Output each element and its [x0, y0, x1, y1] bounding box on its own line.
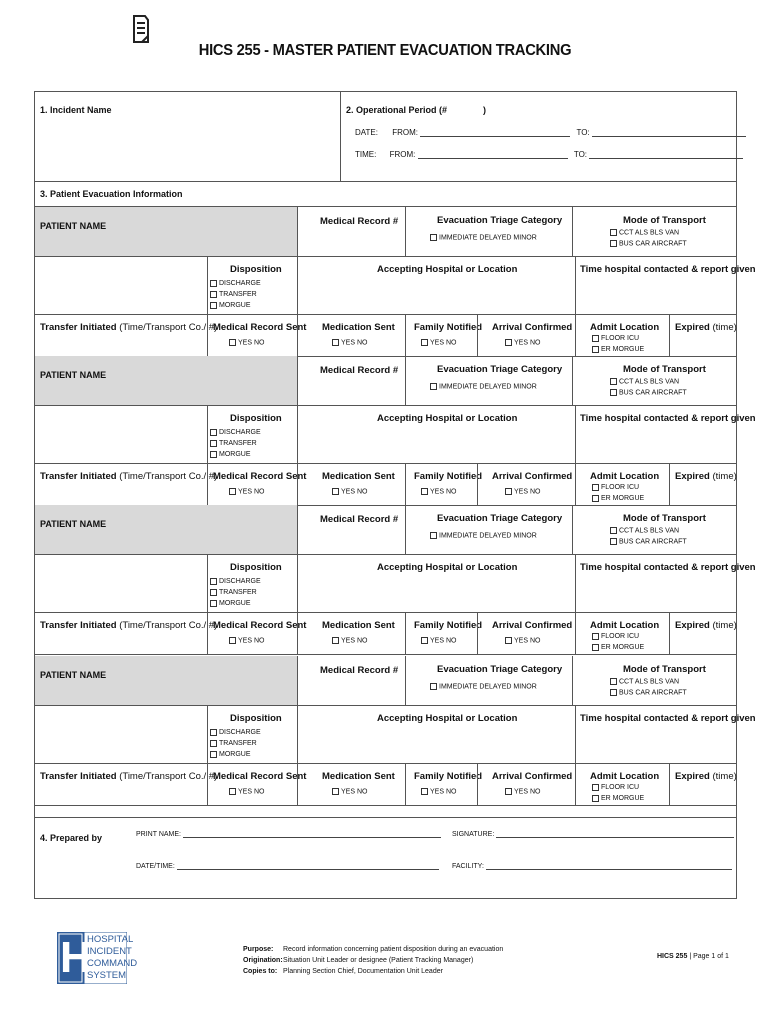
time-contacted-label: Time hospital contacted & report given — [580, 413, 756, 424]
transport-options-1[interactable]: CCT ALS BLS VAN — [610, 229, 679, 236]
arrival-confirmed-label: Arrival Confirmed — [492, 322, 573, 333]
incident-name-label: 1. Incident Name — [40, 105, 112, 115]
footer-info: Purpose: Record information concerning patient disposition during an evacuation Origination:Situation Unit Leader or designee (Patient Tracking Manager) Copies to: Planning Section Chief, Documentation Unit Leader — [243, 946, 504, 975]
time-contacted-label: Time hospital contacted & report given — [580, 562, 756, 573]
transfer-initiated-label: Transfer Initiated (Time/Transport Co./ #) — [40, 771, 218, 782]
print-name-field[interactable]: PRINT NAME: — [136, 831, 441, 838]
prepared-by-label: 4. Prepared by — [40, 833, 103, 843]
medical-record-sent-label: Medical Record Sent — [213, 771, 307, 782]
yes-no-option[interactable]: YES NO — [421, 788, 456, 795]
disposition-label: Disposition — [230, 413, 282, 424]
mode-of-transport-label: Mode of Transport — [623, 364, 706, 375]
expired-label: Expired (time) — [675, 471, 737, 482]
medical-record-label: Medical Record # — [320, 365, 399, 376]
transport-options-2[interactable]: BUS CAR AIRCRAFT — [610, 689, 687, 696]
yes-no-option[interactable]: YES NO — [229, 788, 264, 795]
patient-name-label: PATIENT NAME — [40, 221, 107, 231]
triage-options[interactable]: IMMEDIATE DELAYED MINOR — [430, 383, 537, 390]
disposition-options[interactable]: DISCHARGE TRANSFER MORGUE — [210, 427, 261, 460]
mode-of-transport-label: Mode of Transport — [623, 664, 706, 675]
datetime-field[interactable]: DATE/TIME: — [136, 863, 439, 870]
patient-name-label: PATIENT NAME — [40, 370, 107, 380]
disposition-options[interactable]: DISCHARGE TRANSFER MORGUE — [210, 727, 261, 760]
transport-options-1[interactable]: CCT ALS BLS VAN — [610, 378, 679, 385]
admit-location-label: Admit Location — [590, 771, 660, 782]
admit-location-label: Admit Location — [590, 471, 660, 482]
time-contacted-label: Time hospital contacted & report given — [580, 713, 756, 724]
transport-options-1[interactable]: CCT ALS BLS VAN — [610, 527, 679, 534]
triage-category-label: Evacuation Triage Category — [437, 513, 563, 524]
arrival-confirmed-label: Arrival Confirmed — [492, 771, 573, 782]
disposition-options[interactable]: DISCHARGE TRANSFER MORGUE — [210, 576, 261, 609]
admit-location-label: Admit Location — [590, 620, 660, 631]
yes-no-option[interactable]: YES NO — [421, 339, 456, 346]
transport-options-2[interactable]: BUS CAR AIRCRAFT — [610, 538, 687, 545]
admit-options[interactable]: FLOOR ICU ER MORGUE — [592, 782, 644, 804]
yes-no-option[interactable]: YES NO — [505, 788, 540, 795]
triage-options[interactable]: IMMEDIATE DELAYED MINOR — [430, 683, 537, 690]
triage-category-label: Evacuation Triage Category — [437, 664, 563, 675]
transport-options-1[interactable]: CCT ALS BLS VAN — [610, 678, 679, 685]
medication-sent-label: Medication Sent — [322, 471, 395, 482]
accepting-hospital-label: Accepting Hospital or Location — [377, 562, 518, 573]
yes-no-option[interactable]: YES NO — [229, 637, 264, 644]
transport-options-2[interactable]: BUS CAR AIRCRAFT — [610, 240, 687, 247]
page-title: HICS 255 - MASTER PATIENT EVACUATION TRACKING — [198, 42, 572, 59]
family-notified-label: Family Notified — [414, 322, 483, 333]
date-row[interactable]: DATE: FROM: TO: — [355, 128, 746, 137]
expired-label: Expired (time) — [675, 620, 737, 631]
family-notified-label: Family Notified — [414, 471, 483, 482]
accepting-hospital-label: Accepting Hospital or Location — [377, 413, 518, 424]
facility-field[interactable]: FACILITY: — [452, 863, 732, 870]
disposition-label: Disposition — [230, 562, 282, 573]
medical-record-sent-label: Medical Record Sent — [213, 471, 307, 482]
accepting-hospital-label: Accepting Hospital or Location — [377, 264, 518, 275]
patient-evacuation-label: 3. Patient Evacuation Information — [40, 189, 183, 199]
yes-no-option[interactable]: YES NO — [505, 637, 540, 644]
yes-no-option[interactable]: YES NO — [229, 488, 264, 495]
yes-no-option[interactable]: YES NO — [505, 488, 540, 495]
triage-options[interactable]: IMMEDIATE DELAYED MINOR — [430, 532, 537, 539]
yes-no-option[interactable]: YES NO — [229, 339, 264, 346]
admit-options[interactable]: FLOOR ICU ER MORGUE — [592, 482, 644, 504]
accepting-hospital-label: Accepting Hospital or Location — [377, 713, 518, 724]
yes-no-option[interactable]: YES NO — [505, 339, 540, 346]
patient-name-label: PATIENT NAME — [40, 670, 107, 680]
transport-options-2[interactable]: BUS CAR AIRCRAFT — [610, 389, 687, 396]
signature-field[interactable]: SIGNATURE: — [452, 831, 734, 838]
mode-of-transport-label: Mode of Transport — [623, 513, 706, 524]
time-contacted-label: Time hospital contacted & report given — [580, 264, 756, 275]
yes-no-option[interactable]: YES NO — [421, 637, 456, 644]
yes-no-option[interactable]: YES NO — [332, 637, 367, 644]
arrival-confirmed-label: Arrival Confirmed — [492, 620, 573, 631]
time-row[interactable]: TIME: FROM: TO: — [355, 150, 743, 159]
expired-label: Expired (time) — [675, 322, 737, 333]
admit-options[interactable]: FLOOR ICU ER MORGUE — [592, 333, 644, 355]
medical-record-sent-label: Medical Record Sent — [213, 322, 307, 333]
triage-category-label: Evacuation Triage Category — [437, 364, 563, 375]
family-notified-label: Family Notified — [414, 620, 483, 631]
mode-of-transport-label: Mode of Transport — [623, 215, 706, 226]
transfer-initiated-label: Transfer Initiated (Time/Transport Co./ #) — [40, 620, 218, 631]
medication-sent-label: Medication Sent — [322, 620, 395, 631]
disposition-label: Disposition — [230, 264, 282, 275]
admit-location-label: Admit Location — [590, 322, 660, 333]
medical-record-sent-label: Medical Record Sent — [213, 620, 307, 631]
transfer-initiated-label: Transfer Initiated (Time/Transport Co./ #) — [40, 322, 218, 333]
page-number: HICS 255 | Page 1 of 1 — [657, 953, 729, 960]
arrival-confirmed-label: Arrival Confirmed — [492, 471, 573, 482]
triage-category-label: Evacuation Triage Category — [437, 215, 563, 226]
medical-record-label: Medical Record # — [320, 216, 399, 227]
expired-label: Expired (time) — [675, 771, 737, 782]
disposition-label: Disposition — [230, 713, 282, 724]
disposition-options[interactable]: DISCHARGE TRANSFER MORGUE — [210, 278, 261, 311]
patient-name-label: PATIENT NAME — [40, 519, 107, 529]
medication-sent-label: Medication Sent — [322, 771, 395, 782]
triage-options[interactable]: IMMEDIATE DELAYED MINOR — [430, 234, 537, 241]
yes-no-option[interactable]: YES NO — [332, 788, 367, 795]
operational-period-label: 2. Operational Period (# ) — [346, 105, 487, 115]
medical-record-label: Medical Record # — [320, 514, 399, 525]
admit-options[interactable]: FLOOR ICU ER MORGUE — [592, 631, 644, 653]
medication-sent-label: Medication Sent — [322, 322, 395, 333]
medical-record-label: Medical Record # — [320, 665, 399, 676]
yes-no-option[interactable]: YES NO — [332, 488, 367, 495]
yes-no-option[interactable]: YES NO — [421, 488, 456, 495]
transfer-initiated-label: Transfer Initiated (Time/Transport Co./ #) — [40, 471, 218, 482]
hics-logo: H HOSPITAL INCIDENT COMMAND SYSTEM — [57, 932, 127, 984]
family-notified-label: Family Notified — [414, 771, 483, 782]
yes-no-option[interactable]: YES NO — [332, 339, 367, 346]
